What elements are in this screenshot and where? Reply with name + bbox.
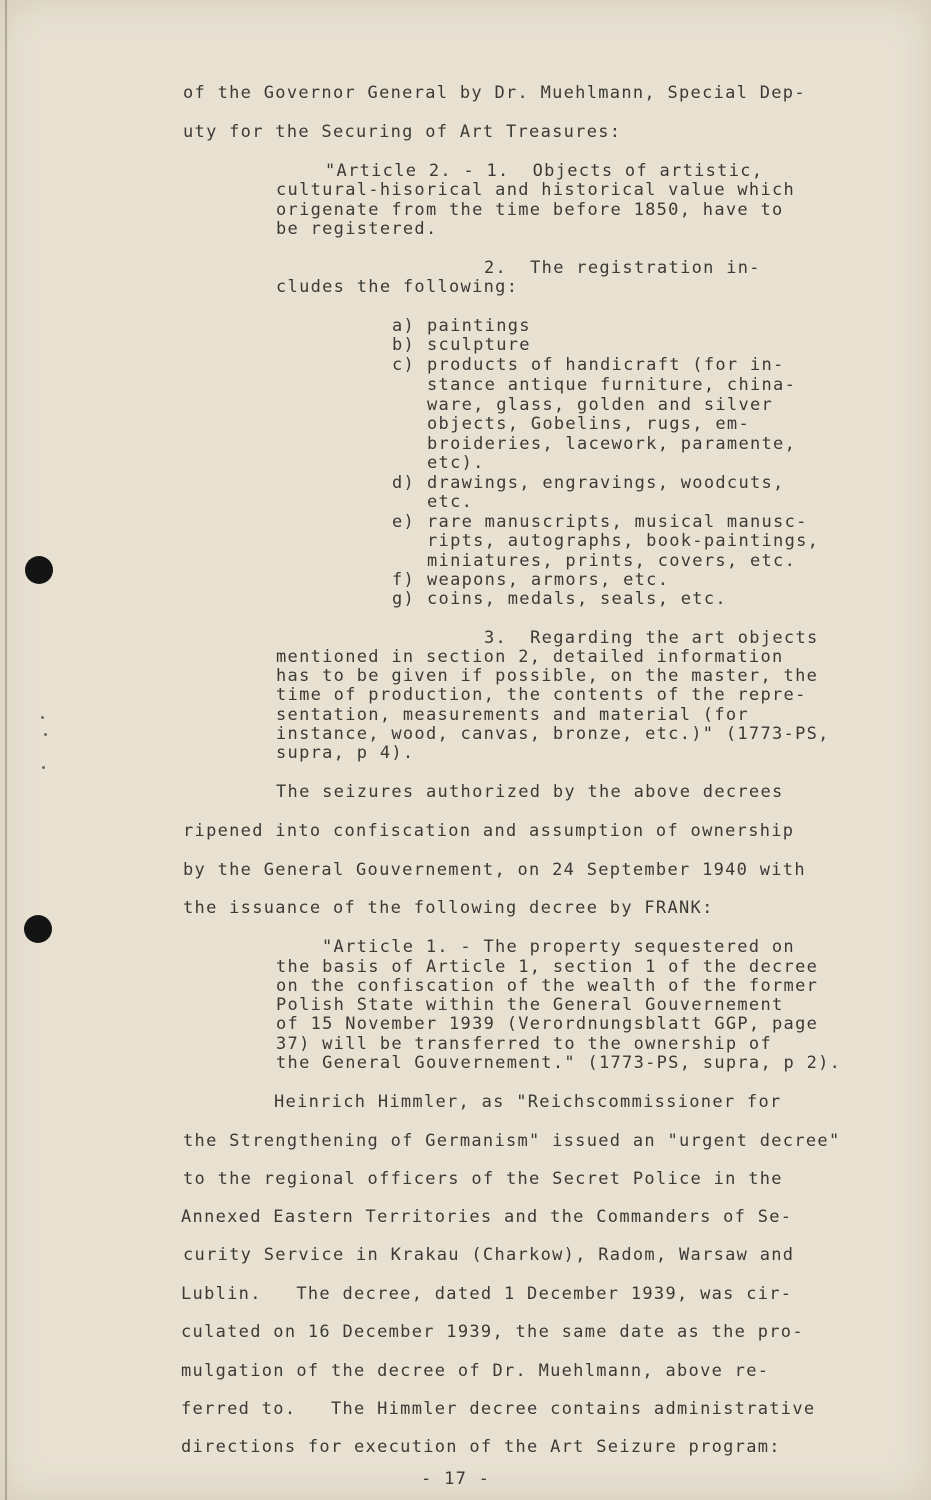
list-label: g): [392, 589, 416, 609]
body-line: ferred to. The Himmler decree contains administrative: [181, 1399, 816, 1419]
body-line: the issuance of the following decree by FRANK:: [183, 898, 714, 918]
quote-line: be registered.: [276, 219, 438, 239]
list-item: drawings, engravings, woodcuts,: [427, 473, 785, 493]
body-line: directions for execution of the Art Seizure program:: [181, 1437, 781, 1457]
quote-line: the basis of Article 1, section 1 of the decree: [276, 957, 819, 977]
paper-fleck: [42, 766, 45, 769]
body-line: to the regional officers of the Secret Police in the: [183, 1169, 783, 1189]
body-line: ripened into confiscation and assumption of ownership: [183, 821, 795, 841]
list-item: ware, glass, golden and silver: [427, 395, 774, 415]
list-label: f): [392, 570, 416, 590]
quote-line: on the confiscation of the wealth of the former: [276, 976, 819, 996]
body-line: uty for the Securing of Art Treasures:: [183, 122, 622, 142]
page-number: - 17 -: [421, 1469, 491, 1489]
quote-line: time of production, the contents of the repre-: [276, 685, 807, 705]
quote-line: 37) will be transferred to the ownership of: [276, 1034, 772, 1054]
body-line: mulgation of the decree of Dr. Muehlmann, above re-: [181, 1361, 770, 1381]
list-item: miniatures, prints, covers, etc.: [427, 551, 797, 571]
quote-line: Polish State within the General Gouvernement: [276, 995, 784, 1015]
list-label: a): [392, 316, 416, 336]
quote-line: cludes the following:: [276, 277, 519, 297]
quote-line: has to be given if possible, on the master, the: [276, 666, 819, 686]
quote-line: 2. The registration in-: [484, 258, 761, 278]
paper-fleck: [41, 716, 44, 719]
quote-line: supra, p 4).: [276, 743, 415, 763]
punch-hole-bottom: [24, 915, 52, 943]
list-label: e): [392, 512, 416, 532]
list-item: paintings: [427, 316, 531, 336]
page-edge-shadow: [5, 0, 7, 1500]
quote-line: 3. Regarding the art objects: [484, 628, 819, 648]
list-item: objects, Gobelins, rugs, em-: [427, 414, 750, 434]
quote-line: sentation, measurements and material (for: [276, 705, 749, 725]
body-line: culated on 16 December 1939, the same date as the pro-: [181, 1322, 804, 1342]
list-item: products of handicraft (for in-: [427, 355, 785, 375]
quote-line: instance, wood, canvas, bronze, etc.)" (1773-PS,: [276, 724, 830, 744]
body-line: the Strengthening of Germanism" issued an "urgent decree": [183, 1131, 841, 1151]
quote-line: origenate from the time before 1850, have to: [276, 200, 784, 220]
body-line: by the General Gouvernement, on 24 September 1940 with: [183, 860, 806, 880]
list-item: rare manuscripts, musical manusc-: [427, 512, 808, 532]
body-line: curity Service in Krakau (Charkow), Radom, Warsaw and: [183, 1245, 795, 1265]
quote-line: cultural-hisorical and historical value which: [276, 180, 796, 200]
paper-fleck: [44, 733, 47, 736]
quote-line: of 15 November 1939 (Verordnungsblatt GGP, page: [276, 1014, 819, 1034]
quote-line: "Article 2. - 1. Objects of artistic,: [325, 161, 764, 181]
list-item: sculpture: [427, 335, 531, 355]
body-line: Annexed Eastern Territories and the Commanders of Se-: [181, 1207, 793, 1227]
list-item: etc).: [427, 453, 485, 473]
list-label: d): [392, 473, 416, 493]
quote-line: "Article 1. - The property sequestered on: [322, 937, 795, 957]
body-line: of the Governor General by Dr. Muehlmann, Special Dep-: [183, 83, 806, 103]
list-item: weapons, armors, etc.: [427, 570, 670, 590]
list-item: etc.: [427, 492, 474, 512]
body-line: The seizures authorized by the above decrees: [276, 782, 784, 802]
list-item: ripts, autographs, book-paintings,: [427, 531, 820, 551]
list-item: coins, medals, seals, etc.: [427, 589, 727, 609]
list-label: c): [392, 355, 416, 375]
punch-hole-top: [25, 556, 53, 584]
quote-line: the General Gouvernement." (1773-PS, supra, p 2).: [276, 1053, 842, 1073]
list-item: stance antique furniture, china-: [427, 375, 797, 395]
list-item: broideries, lacework, paramente,: [427, 434, 797, 454]
quote-line: mentioned in section 2, detailed information: [276, 647, 784, 667]
body-line: Heinrich Himmler, as "Reichscommissioner for: [274, 1092, 782, 1112]
body-line: Lublin. The decree, dated 1 December 1939, was cir-: [181, 1284, 793, 1304]
list-label: b): [392, 335, 416, 355]
